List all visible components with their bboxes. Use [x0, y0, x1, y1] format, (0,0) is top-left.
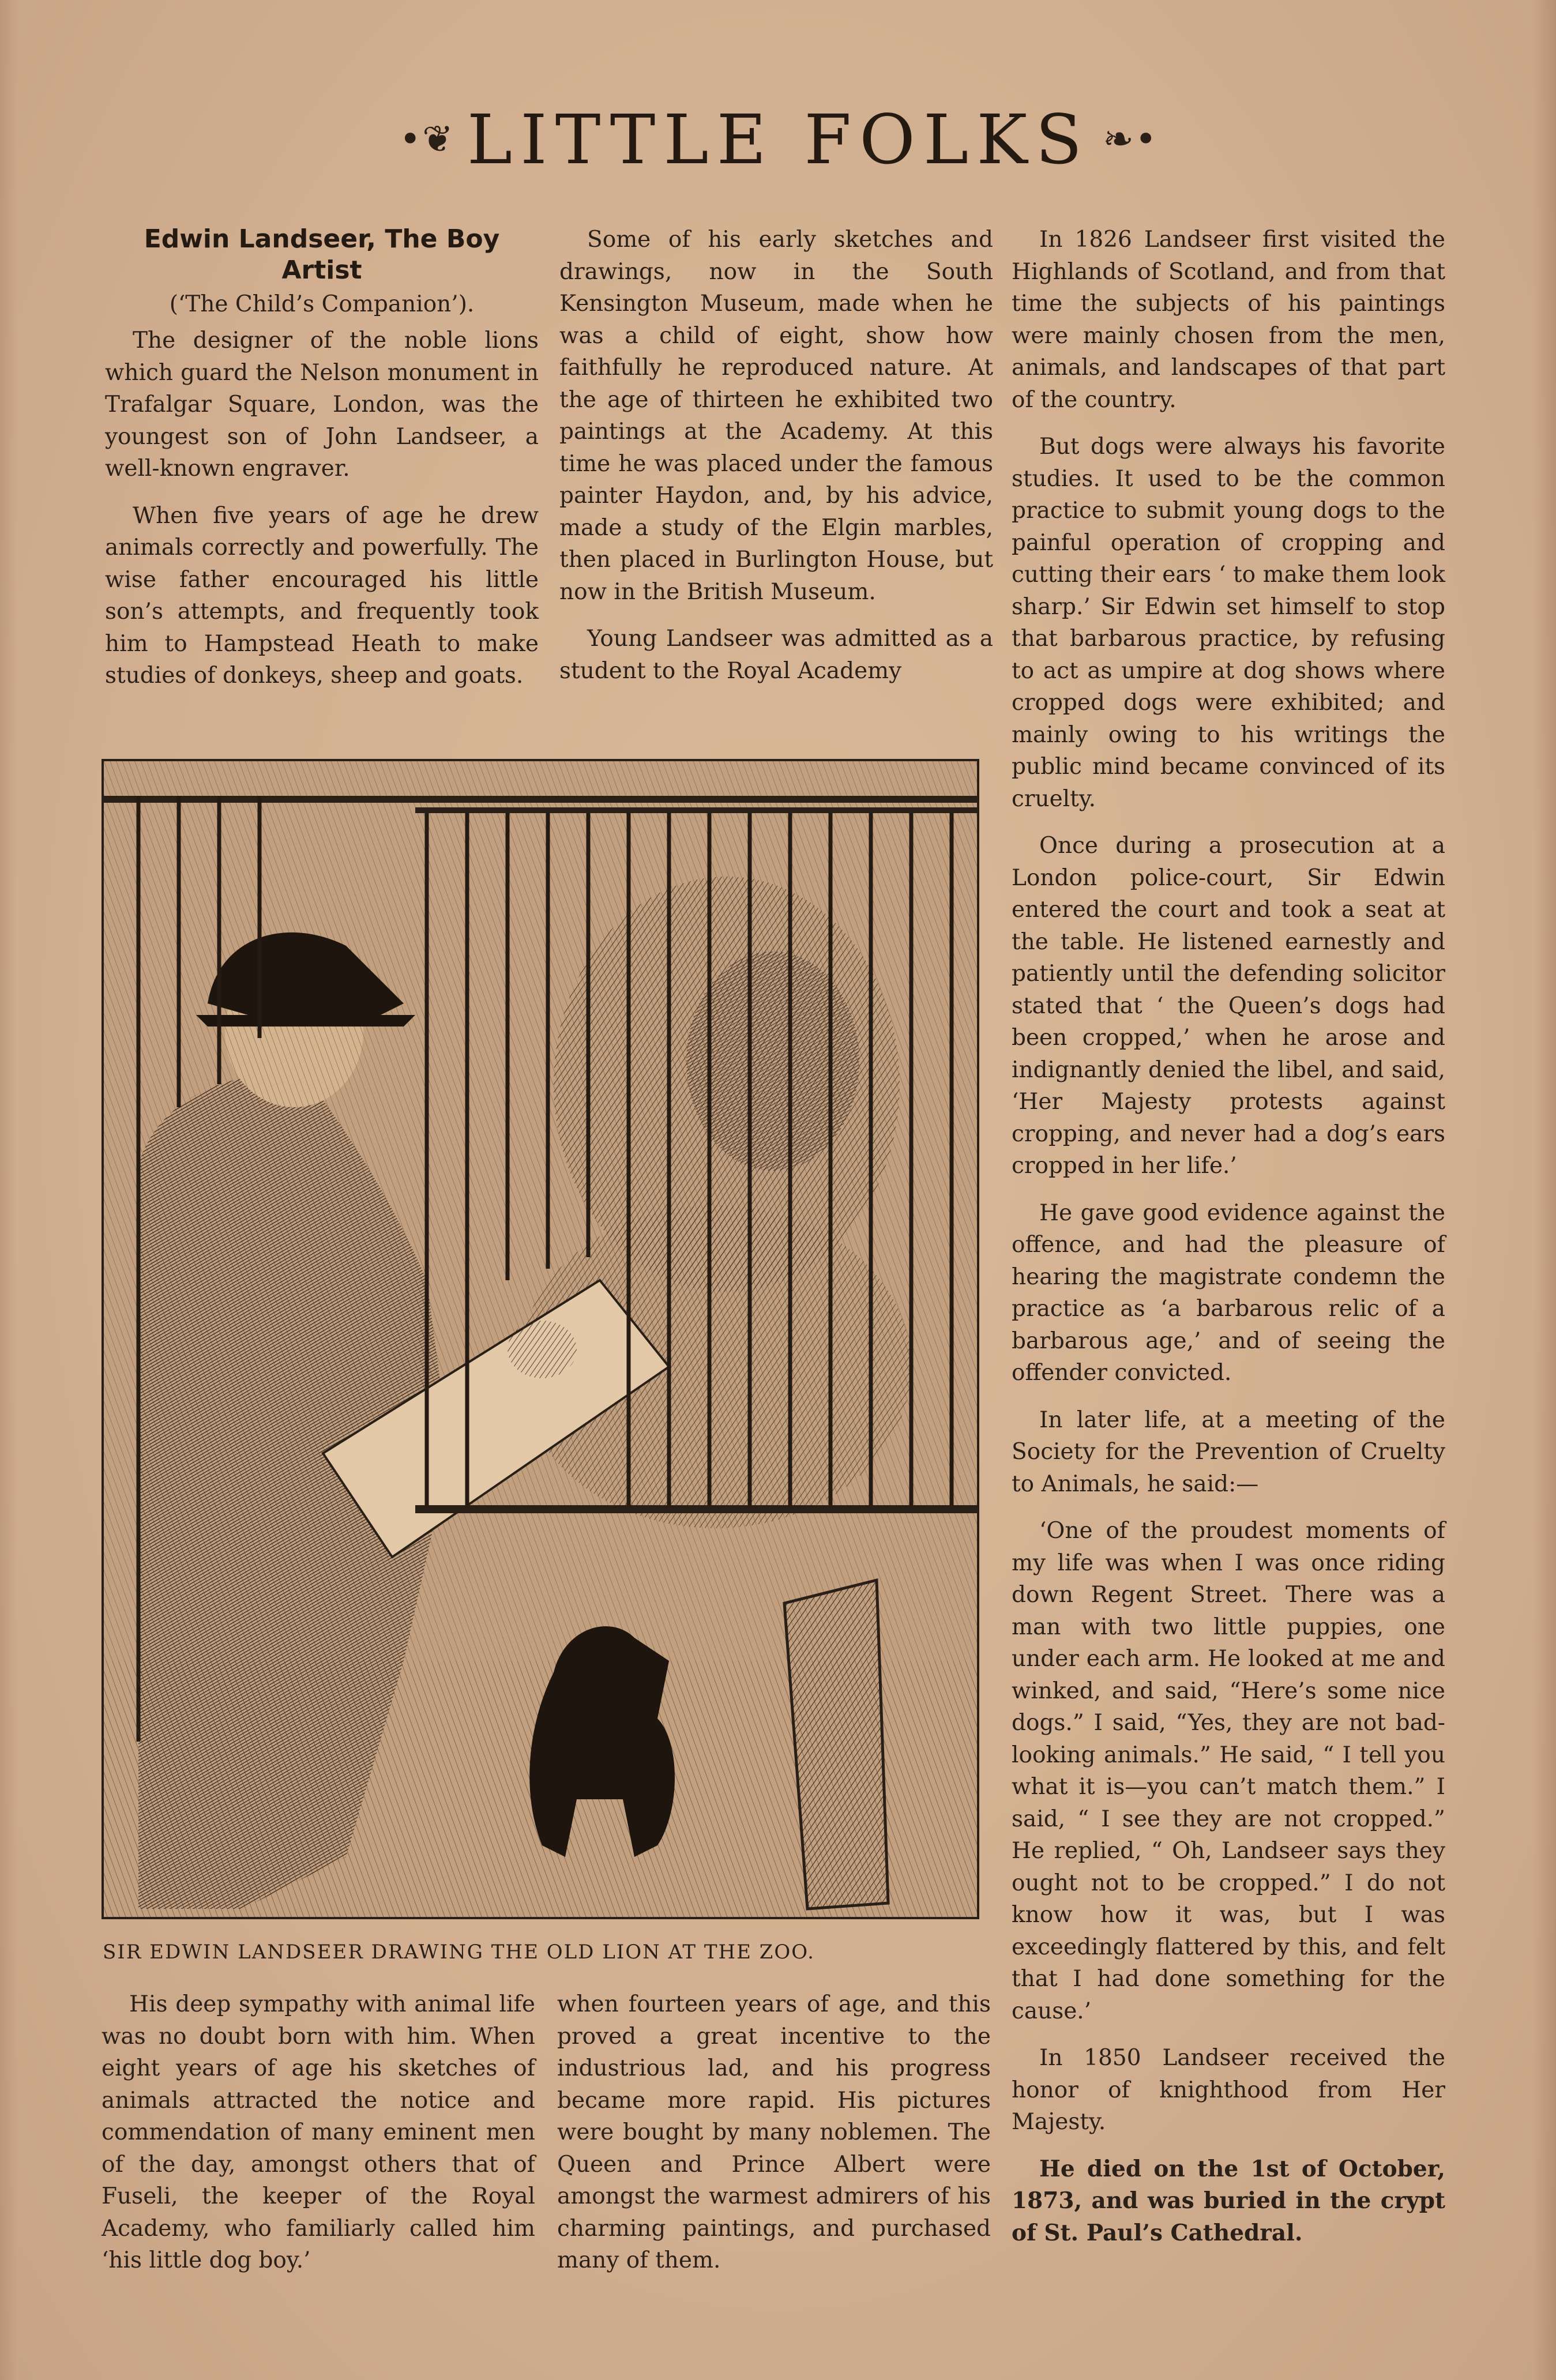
engraving-image: [104, 761, 977, 1917]
closing-paragraph: He died on the 1st of October, 1873, and was buried in the crypt of St. Paul’s Cathedral.: [1012, 2155, 1445, 2246]
page-shadow-right: [1533, 0, 1556, 2380]
paragraph: But dogs were always his favorite studies. It used to be the common practice to submit young dogs to the painful operation of cropping and cutting their ears ‘ to make them look sharp.’ Sir Edwin set himself to stop that barbarous practice, by refusing to act as umpire at dog shows where cropped dogs were exhibited; and mainly owing to his writings the public mind became convinced of its cruelty.: [1012, 434, 1445, 812]
page-shadow-left: [0, 0, 17, 2380]
illustration-caption: SIR EDWIN LANDSEER DRAWING THE OLD LION AT THE ZOO.: [103, 1941, 815, 1964]
article-byline: (‘The Child’s Companion’).: [169, 291, 475, 317]
paragraph: In 1850 Landseer received the honor of knighthood from Her Majesty.: [1012, 2045, 1445, 2135]
flourish-right-icon: ❧•: [1103, 118, 1158, 161]
masthead: [358, 99, 1200, 180]
masthead-title: LITTLE FOLKS: [467, 100, 1091, 179]
paragraph: His deep sympathy with animal life was no doubt born with him. When eight years of age his sketches of animals attracted the notice and commendation of many eminent men of the day, amongst others that of Fuseli, the keeper of the Royal Academy, who familiarly called him ‘his little dog boy.’: [102, 1991, 535, 2273]
article-title: Edwin Landseer, The Boy Artist: [144, 224, 500, 285]
paragraph: ‘One of the proudest moments of my life was when I was once riding down Regent Street. There was a man with two little puppies, one under each arm. He looked at me and winked, and said, “Here’s some nice dogs.” I said, “Yes, they are not bad-looking animals.” He said, “ I tell you what it is—you can’t match them.” I said, “ I see they are not cropped.” He replied, “ Oh, Landseer says they ought not to be cropped.” I do not know how it was, but I was exceedingly flattered by this, and felt that I had done something for the cause.’: [1012, 1518, 1445, 2024]
paragraph: Young Landseer was admitted as a student to the Royal Academy: [559, 626, 993, 684]
paragraph: He gave good evidence against the offence, and had the pleasure of hearing the magistrate condemn the practice as ‘a barbarous relic of a barbarous age,’ and of seeing the offender convicted.: [1012, 1200, 1445, 1386]
column-3: [1012, 224, 1445, 2249]
paragraph: The designer of the noble lions which guard the Nelson monument in Trafalgar Square, London, was the youngest son of John Landseer, a well-known engraver.: [105, 328, 539, 482]
paragraph: In later life, at a meeting of the Society for the Prevention of Cruelty to Animals, he said:—: [1012, 1407, 1445, 1497]
paragraph: Once during a prosecution at a London police-court, Sir Edwin entered the court and took a seat at the table. He listened earnestly and patiently until the defending solicitor stated that ‘ the Queen’s dogs had been cropped,’ when he arose and indignantly denied the libel, and said, ‘Her Majesty protests against cropping, and never had a dog’s ears cropped in her life.’: [1012, 833, 1445, 1179]
paragraph: Some of his early sketches and drawings, now in the South Kensington Museum, made when he was a child of eight, show how faithfully he reproduced nature. At the age of thirteen he exhibited two paintings at the Academy. At this time he was placed under the famous painter Haydon, and, by his advice, made a study of the Elgin marbles, then placed in Burlington House, but now in the British Museum.: [559, 227, 993, 605]
paragraph: In 1826 Landseer first visited the Highlands of Scotland, and from that time the subjects of his paintings were mainly chosen from the men, animals, and landscapes of that part of the country.: [1012, 227, 1445, 413]
column-1-top: [105, 224, 539, 692]
paragraph: when fourteen years of age, and this proved a great incentive to the industrious lad, and his progress became more rapid. His pictures were bought by many noblemen. The Queen and Prince Albert were amongst the warmest admirers of his charming paintings, and purchased many of them.: [557, 1991, 991, 2273]
column-2-bottom: [557, 1988, 991, 2277]
flourish-left-icon: •❦: [399, 118, 454, 161]
column-1-bottom: [102, 1988, 535, 2277]
paragraph: When five years of age he drew animals correctly and powerfully. The wise father encouraged his little son’s attempts, and frequently took him to Hampstead Heath to make studies of donkeys, sheep and goats.: [105, 502, 539, 689]
column-2-top: [559, 224, 993, 687]
illustration-lion-zoo: [102, 759, 979, 1919]
